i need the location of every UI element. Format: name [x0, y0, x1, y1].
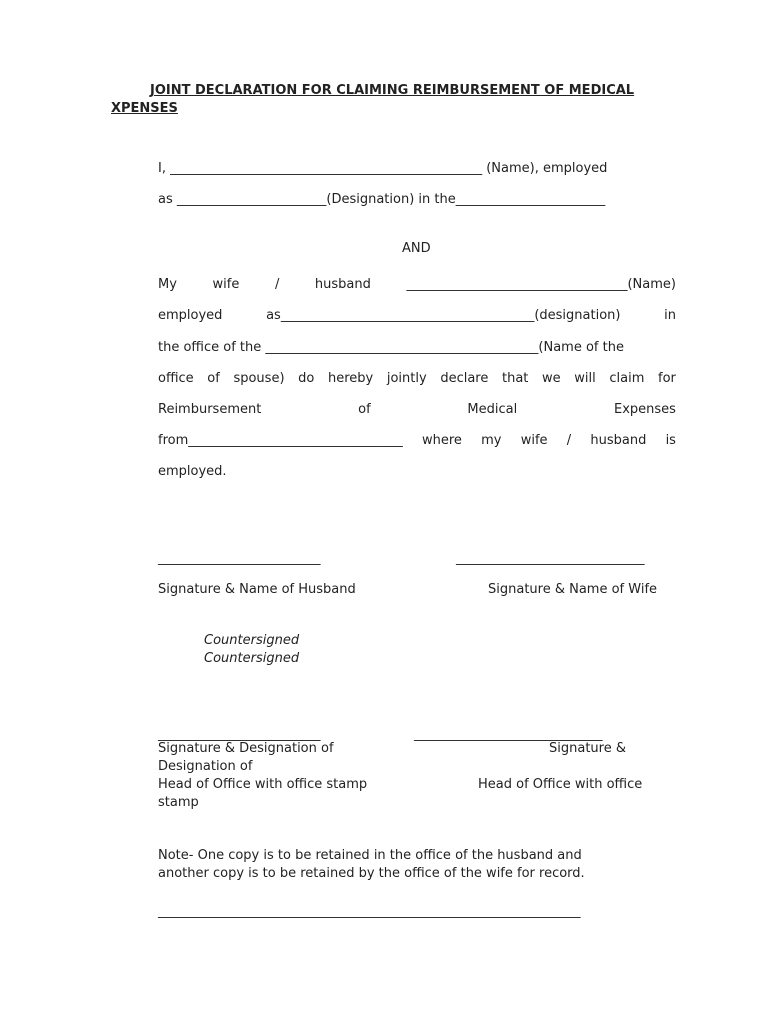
- word: in: [664, 308, 676, 323]
- spouse-office-line: the office of the __________________________________________(Name of the: [158, 340, 624, 355]
- word: wife: [520, 433, 548, 448]
- note-line-1: Note- One copy is to be retained in the office of the husband and: [158, 848, 582, 863]
- word: husband: [590, 433, 647, 448]
- word: where: [421, 433, 462, 448]
- word: will: [574, 371, 596, 386]
- word: /: [566, 433, 572, 448]
- from-line: [158, 432, 676, 449]
- wife-signature-line: _____________________________: [456, 551, 645, 566]
- head-office-signature-line-right: _____________________________: [414, 727, 603, 742]
- countersigned-label: Countersigned: [204, 633, 300, 648]
- bottom-line: _________________________________________________________________: [158, 904, 581, 919]
- stamp-label: stamp: [158, 795, 199, 810]
- word: of: [358, 402, 371, 417]
- word: Medical: [467, 402, 518, 417]
- reimbursement-line: [158, 401, 676, 418]
- head-office-signature-line-left: _________________________: [158, 727, 321, 742]
- word: Expenses: [614, 402, 676, 417]
- word: we: [542, 371, 561, 386]
- word: for: [658, 371, 676, 386]
- word: office: [158, 371, 194, 386]
- word: that: [501, 371, 529, 386]
- spouse-designation-line: [158, 307, 676, 324]
- word: declare: [440, 371, 489, 386]
- word: employed: [158, 308, 223, 323]
- word: My: [158, 277, 177, 292]
- word: claim: [609, 371, 645, 386]
- husband-signature-line: _________________________: [158, 551, 321, 566]
- word: do: [298, 371, 315, 386]
- word: from_________________________________: [158, 433, 403, 448]
- note-line-2: another copy is to be retained by the office of the wife for record.: [158, 866, 585, 881]
- declaration-line: [158, 370, 676, 387]
- name-employed-line: I, ________________________________________________ (Name), employed: [158, 161, 608, 176]
- word: spouse): [233, 371, 285, 386]
- word: /: [274, 277, 280, 292]
- word: jointly: [386, 371, 427, 386]
- word: __________________________________(Name): [406, 277, 676, 292]
- husband-signature-label: Signature & Name of Husband: [158, 582, 356, 597]
- spouse-name-line: [158, 276, 676, 293]
- word: Reimbursement: [158, 402, 262, 417]
- word: is: [665, 433, 676, 448]
- word: hereby: [327, 371, 374, 386]
- right-signature-designation: Signature &: [549, 741, 626, 756]
- word: my: [481, 433, 502, 448]
- left-head-of-office: Head of Office with office stamp: [158, 777, 368, 792]
- employed-line: employed.: [158, 464, 227, 479]
- word: wife: [212, 277, 240, 292]
- wife-signature-label: Signature & Name of Wife: [488, 582, 658, 597]
- and-label: AND: [402, 241, 431, 256]
- designation-of-label: Designation of: [158, 759, 253, 774]
- word: as_______________________________________(designation): [266, 308, 621, 323]
- word: of: [207, 371, 220, 386]
- title-line-2: XPENSES: [111, 101, 178, 116]
- countersigned-label: Countersigned: [204, 651, 300, 666]
- title-line-1: JOINT DECLARATION FOR CLAIMING REIMBURSEMENT OF MEDICAL: [150, 83, 635, 98]
- word: husband: [314, 277, 371, 292]
- left-signature-designation: Signature & Designation of: [158, 741, 334, 756]
- right-head-of-office: Head of Office with office: [478, 777, 643, 792]
- designation-line: as _______________________(Designation) in the_______________________: [158, 192, 606, 207]
